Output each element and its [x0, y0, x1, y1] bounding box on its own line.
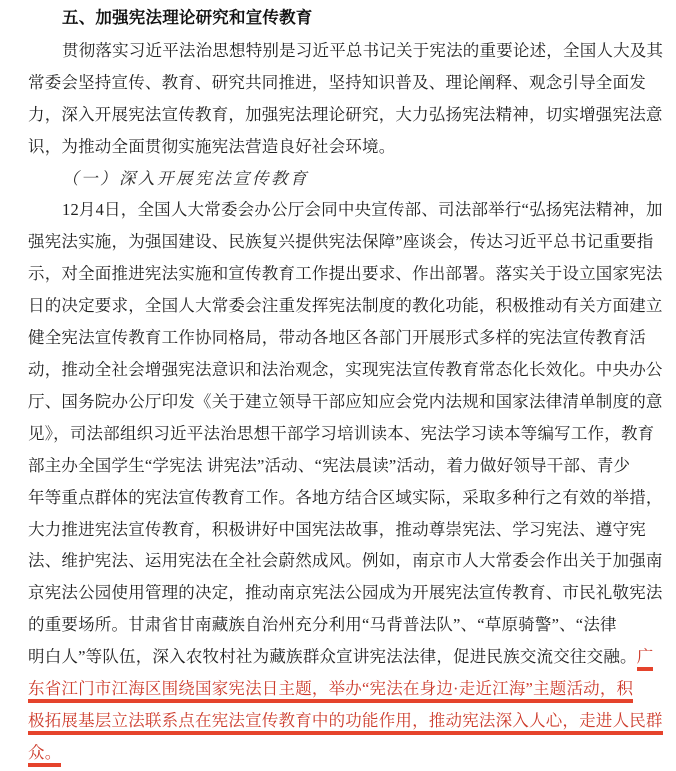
text-line	[28, 386, 670, 418]
text-line	[28, 322, 670, 354]
text-line	[28, 354, 670, 386]
text-segment: 五、加强宪法理论研究和宣传教育	[62, 9, 313, 27]
text-line	[28, 545, 670, 577]
text-line	[28, 577, 670, 609]
text-line	[28, 67, 670, 99]
text-segment: 力，深入开展宪法宣传教育，加强宪法理论研究，大力弘扬宪法精神，切实增强宪法意	[28, 104, 663, 124]
text-segment: 京宪法公园使用管理的决定，推动南京宪法公园成为开展宪法宣传教育、市民礼敬宪法	[28, 583, 663, 603]
text-line	[28, 290, 670, 322]
text-line	[28, 641, 670, 673]
text-segment: 厅、国务院办公厅印发《关于建立领导干部应知应会党内法规和国家法律清单制度的意	[28, 391, 663, 411]
text-line	[28, 450, 670, 482]
text-line	[28, 673, 670, 705]
text-segment: 的重要场所。甘肃省甘南藏族自治州充分利用“马背普法队”、“草原骑警”、“法律	[28, 615, 617, 635]
red-underlined-text: 极拓展基层立法联系点在宪法宣传教育中的功能作用，推动宪法深入人心，走进人民群	[28, 711, 663, 735]
text-line	[28, 35, 670, 67]
sub-heading	[28, 163, 670, 195]
text-segment: 强宪法实施，为强国建设、民族复兴提供宪法保障”座谈会，传达习近平总书记重要指	[28, 232, 654, 252]
text-segment: 日的决定要求，全国人大常委会注重发挥宪法制度的教化功能，积极推动有关方面建立	[28, 296, 663, 316]
text-line	[28, 609, 670, 641]
section-heading	[28, 3, 670, 35]
text-line	[28, 705, 670, 737]
text-segment: 动，推动全社会增强宪法意识和法治观念，实现宪法宣传教育常态化长效化。中央办公	[28, 359, 663, 379]
text-line	[28, 226, 670, 258]
document-body	[28, 3, 670, 769]
text-segment: 明白人”等队伍，深入农牧村社为藏族群众宣讲宪法法律，促进民族交流交往交融。	[28, 647, 637, 667]
text-segment: 贯彻落实习近平法治思想特别是习近平总书记关于宪法的重要论述，全国人大及其	[62, 40, 664, 60]
text-line	[28, 131, 670, 163]
text-segment: 见》，司法部组织习近平法治思想干部学习培训读本、宪法学习读本等编写工作，教育	[28, 423, 655, 443]
text-line	[28, 514, 670, 546]
text-line	[28, 258, 670, 290]
text-segment: 12月4日，全国人大常委会办公厅会同中央宣传部、司法部举行“弘扬宪法精神，加	[62, 200, 663, 220]
red-underlined-text: 广	[637, 647, 654, 671]
text-segment: 部主办全国学生“学宪法 讲宪法”活动、“宪法晨读”活动，着力做好领导干部、青少	[28, 455, 631, 475]
red-underlined-text: 东省江门市江海区围绕国家宪法日主题，举办“宪法在身边·走近江海”主题活动，积	[28, 679, 633, 703]
text-segment: （一）深入开展宪法宣传教育	[62, 168, 309, 188]
text-segment: 年等重点群体的宪法宣传教育工作。各地方结合区域实际，采取多种行之有效的举措，	[28, 487, 663, 507]
text-line	[28, 418, 670, 450]
red-underlined-text: 众。	[28, 743, 61, 767]
text-segment: 常委会坚持宣传、教育、研究共同推进，坚持知识普及、理论阐释、观念引导全面发	[28, 72, 646, 92]
text-segment: 大力推进宪法宣传教育，积极讲好中国宪法故事，推动尊崇宪法、学习宪法、遵守宪	[28, 519, 646, 539]
text-line	[28, 99, 670, 131]
text-line	[28, 737, 670, 769]
text-line	[28, 194, 670, 226]
text-segment: 示，对全面推进宪法实施和宣传教育工作提出要求、作出部署。落实关于设立国家宪法	[28, 264, 663, 284]
text-segment: 识，为推动全面贯彻实施宪法营造良好社会环境。	[28, 136, 396, 156]
text-segment: 健全宪法宣传教育工作协同格局，带动各地区各部门开展形式多样的宪法宣传教育活	[28, 328, 646, 348]
text-segment: 法、维护宪法、运用宪法在全社会蔚然成风。例如，南京市人大常委会作出关于加强南	[28, 551, 663, 571]
text-line	[28, 482, 670, 514]
